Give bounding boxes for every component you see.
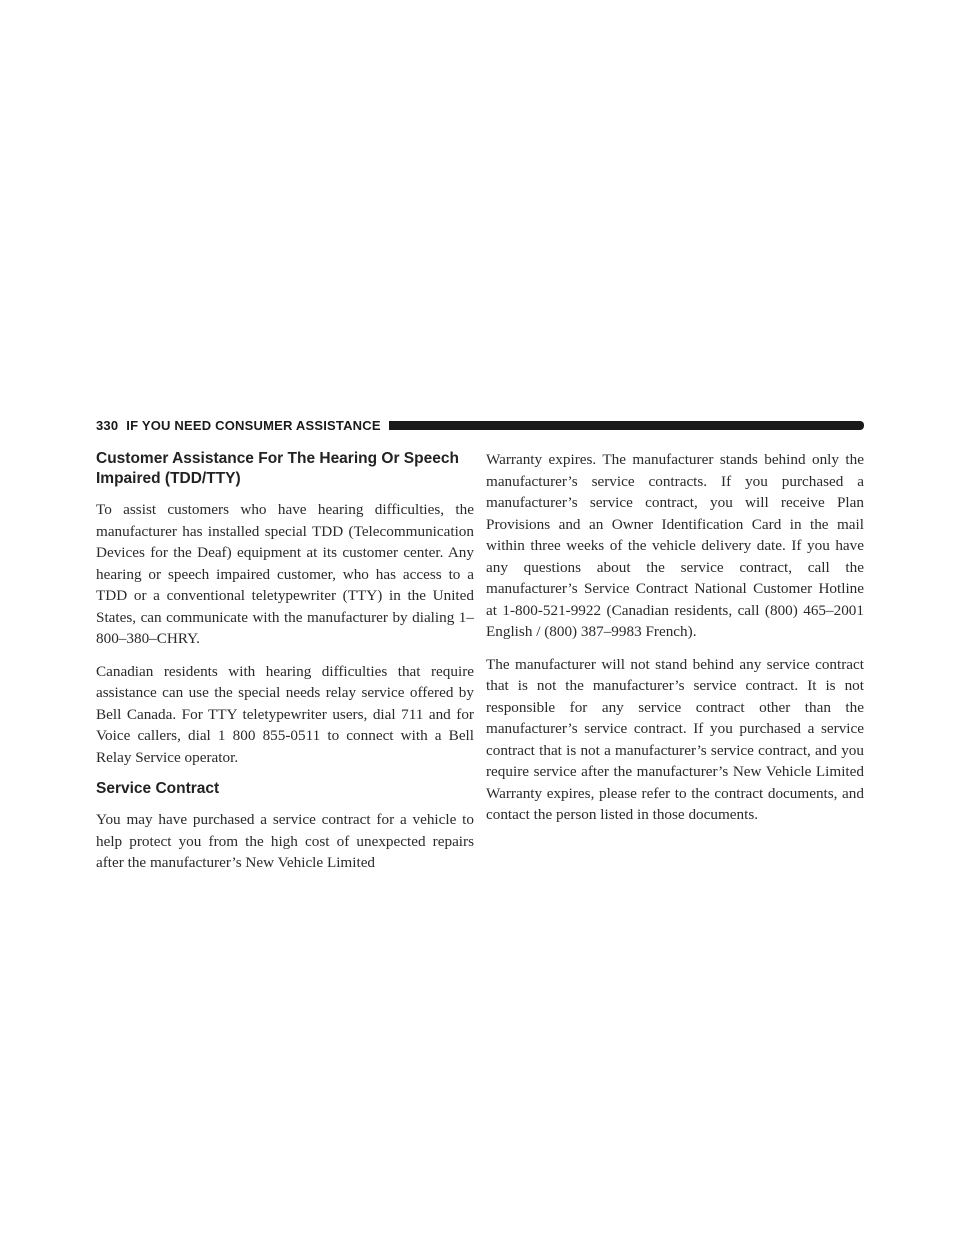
section-title: IF YOU NEED CONSUMER ASSISTANCE <box>126 417 381 433</box>
heading-service-contract: Service Contract <box>96 780 220 797</box>
paragraph-service-contract-continued: Warranty expires. The manufacturer stands behind only the manufacturer’s service contracts. If you purchased a manufacturer’s service contract, you will receive Plan Provisions and an Owner Identification Card in the mail within three weeks of the vehicle delivery date. If you have any questions about the service contract, call the manufacturer’s Service Contract National Customer Hotline at 1-800-521-9922 (Canadian residents, call (800) 465–2001 English / (800) 387–9983 French). <box>486 451 864 640</box>
header-rule <box>389 421 864 430</box>
left-column <box>96 449 474 885</box>
heading-tdd-tty: Customer Assistance For The Hearing Or Speech Impaired (TDD/TTY) <box>96 450 459 487</box>
paragraph-non-manufacturer-contract: The manufacturer will not stand behind any service contract that is not the manufacturer’s service contract. It is not responsible for any service contract other than the manufacturer’s service contract. If you purchased a service contract that is not a manufacturer’s service contract, and you require service after the manufacturer’s New Vehicle Limited Warranty expires, please refer to the contract documents, and contact the person listed in those documents. <box>486 655 864 823</box>
paragraph-tdd-intro: To assist customers who have hearing difficulties, the manufacturer has installed special TDD (Telecommunication Devices for the Deaf) equipment at its customer center. Any hearing or speech impaired customer, who has access to a TDD or a conventional teletypewriter (TTY) in the United States, can communicate with the manufacturer by dialing 1–800–380–CHRY. <box>96 501 474 647</box>
page-number: 330 <box>96 417 119 433</box>
paragraph-service-contract-start: You may have purchased a service contract for a vehicle to help protect you from the high cost of unexpected repairs after the manufacturer’s New Vehicle Limited <box>96 811 474 871</box>
page-header <box>96 415 864 435</box>
paragraph-canadian-relay: Canadian residents with hearing difficulties that require assistance can use the special needs relay service offered by Bell Canada. For TTY teletypewriter users, dial 711 and for Voice callers, dial 1 800 855-0511 to connect with a Bell Relay Service operator. <box>96 662 474 766</box>
right-column <box>486 449 864 837</box>
